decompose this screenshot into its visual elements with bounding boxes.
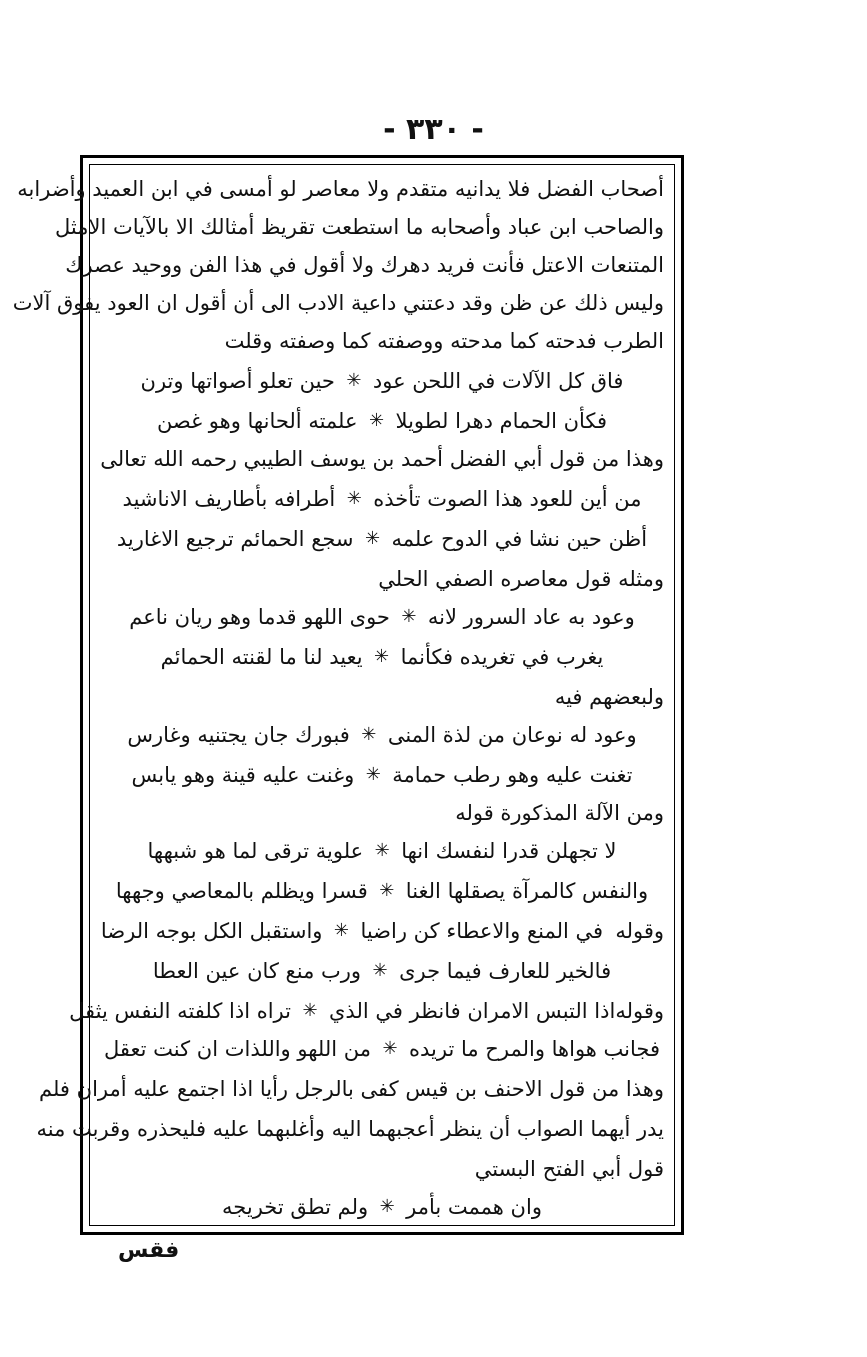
verse-first-hemistich: فجانب هواها والمرح ما تريده bbox=[409, 1037, 660, 1061]
verse-second-hemistich: ورب منع كان عين العطا bbox=[152, 959, 362, 983]
verse-second-hemistich: تراه اذا كلفته النفس يثقل bbox=[69, 999, 291, 1023]
verse-separator-icon: ✳ bbox=[374, 646, 390, 667]
verse-separator-icon: ✳ bbox=[364, 528, 381, 549]
heading-line: ولبعضهم فيه bbox=[554, 685, 664, 709]
verse-body bbox=[100, 911, 604, 951]
verse-first-hemistich: في المنع والاعطاء كن راضيا bbox=[360, 919, 604, 943]
verse-separator-icon: ✳ bbox=[379, 1196, 395, 1217]
labeled-verse-line bbox=[69, 991, 664, 1031]
heading-line: ومثله قول معاصره الصفي الحلي bbox=[378, 567, 664, 591]
prose-line: أصحاب الفضل فلا يدانيه متقدم ولا معاصر لو أمسى في ابن العميد وأضرابه bbox=[17, 177, 664, 201]
verse-separator-icon: ✳ bbox=[346, 488, 362, 509]
verse-second-hemistich: وغنت عليه قينة وهو يابس bbox=[131, 763, 355, 787]
verse-separator-icon: ✳ bbox=[302, 1000, 318, 1021]
verse-separator-icon: ✳ bbox=[365, 764, 381, 785]
verse-first-hemistich: فكأن الحمام دهرا لطويلا bbox=[395, 409, 608, 433]
catchword: فقس bbox=[118, 1238, 180, 1263]
verse-first-hemistich: أظن حين نشا في الدوح علمه bbox=[391, 527, 648, 551]
verse-second-hemistich: قسرا ويظلم بالمعاصي وجهها bbox=[115, 879, 368, 903]
verse-line bbox=[100, 401, 664, 441]
verse-second-hemistich: فبورك جان يجتنيه وغارس bbox=[127, 723, 350, 747]
page-number: - ٣٣٠ - bbox=[383, 112, 484, 147]
heading-line: ومن الآلة المذكورة قوله bbox=[455, 801, 664, 825]
labeled-verse-line bbox=[100, 911, 664, 951]
verse-line bbox=[100, 831, 664, 871]
prose-line: والصاحب ابن عباد وأصحابه ما استطعت تقريظ أمثالك الا بالآيات الامثل bbox=[55, 215, 664, 239]
prose-line: المتنعات الاعتل فأنت فريد دهرك ولا أقول في هذا الفن ووحيد عصرك bbox=[65, 253, 664, 277]
verse-line bbox=[100, 1029, 664, 1069]
prose-line: يدر أيهما الصواب أن ينظر أعجبهما اليه وأغلبهما عليه فليحذره وقربت منه bbox=[36, 1117, 664, 1141]
verse-line bbox=[100, 715, 664, 755]
verse-second-hemistich: واستقبل الكل بوجه الرضا bbox=[100, 919, 323, 943]
verse-line bbox=[100, 597, 664, 637]
verse-first-hemistich: والنفس كالمرآة يصقلها الغنا bbox=[405, 879, 649, 903]
verse-separator-icon: ✳ bbox=[379, 880, 395, 901]
verse-first-hemistich: وعود له نوعان من لذة المنى bbox=[387, 723, 637, 747]
verse-second-hemistich: علوية ترقى لما هو شبهها bbox=[147, 839, 364, 863]
verse-body bbox=[69, 991, 615, 1031]
verse-first-hemistich: اذا التبس الامران فانظر في الذي bbox=[329, 999, 616, 1023]
verse-separator-icon: ✳ bbox=[401, 606, 417, 627]
verse-second-hemistich: سجع الحمائم ترجيع الاغاريد bbox=[116, 527, 354, 551]
verse-second-hemistich: علمته ألحانها وهو غصن bbox=[156, 409, 358, 433]
verse-separator-icon: ✳ bbox=[369, 410, 385, 431]
verse-line bbox=[100, 1187, 664, 1227]
verse-second-hemistich: ولم تطق تخريجه bbox=[222, 1195, 369, 1219]
verse-first-hemistich: فاق كل الآلات في اللحن عود bbox=[372, 369, 624, 393]
verse-second-hemistich: أطرافه بأطاريف الاناشيد bbox=[122, 487, 336, 511]
verse-first-hemistich: فالخير للعارف فيما جرى bbox=[399, 959, 612, 983]
verse-line bbox=[100, 479, 664, 519]
verse-first-hemistich: تغنت عليه وهو رطب حمامة bbox=[392, 763, 633, 787]
prose-line: وهذا من قول الاحنف بن قيس كفى بالرجل رأيا اذا اجتمع عليه أمران فلم bbox=[39, 1077, 664, 1101]
verse-second-hemistich: حين تعلو أصواتها وترن bbox=[140, 369, 335, 393]
verse-separator-icon: ✳ bbox=[382, 1038, 398, 1059]
verse-separator-icon: ✳ bbox=[346, 370, 362, 391]
verse-first-hemistich: لا تجهلن قدرا لنفسك انها bbox=[401, 839, 617, 863]
text-frame bbox=[12, 155, 684, 1235]
verse-separator-icon: ✳ bbox=[374, 840, 390, 861]
heading-line: قول أبي الفتح البستي bbox=[474, 1157, 664, 1181]
heading-line: الطرب فدحته كما مدحته ووصفته كما وصفته وقلت bbox=[224, 329, 664, 353]
text-body bbox=[12, 164, 675, 1226]
heading-line: وهذا من قول أبي الفضل أحمد بن يوسف الطيبي رحمه الله تعالى bbox=[100, 447, 664, 471]
verse-second-hemistich: حوى اللهو قدما وهو ريان ناعم bbox=[129, 605, 390, 629]
verse-first-hemistich: من أين للعود هذا الصوت تأخذه bbox=[373, 487, 642, 511]
verse-label: وقوله bbox=[615, 999, 664, 1023]
verse-label: وقوله bbox=[615, 919, 664, 943]
verse-line bbox=[100, 871, 664, 911]
prose-line: وليس ذلك عن ظن وقد دعتني داعية الادب الى أن أقول ان العود يفوق آلات bbox=[12, 291, 664, 315]
verse-first-hemistich: وعود به عاد السرور لانه bbox=[427, 605, 635, 629]
verse-line bbox=[100, 361, 664, 401]
verse-first-hemistich: وان هممت بأمر bbox=[406, 1195, 542, 1219]
verse-separator-icon: ✳ bbox=[333, 920, 349, 941]
verse-separator-icon: ✳ bbox=[361, 724, 377, 745]
verse-line bbox=[100, 637, 664, 677]
verse-second-hemistich: من اللهو واللذات ان كنت تعقل bbox=[104, 1037, 371, 1061]
verse-line bbox=[100, 519, 664, 559]
verse-first-hemistich: يغرب في تغريده فكأنما bbox=[400, 645, 604, 669]
verse-separator-icon: ✳ bbox=[372, 960, 388, 981]
verse-line bbox=[100, 951, 664, 991]
verse-second-hemistich: يعيد لنا ما لقنته الحمائم bbox=[160, 645, 363, 669]
verse-line bbox=[100, 755, 664, 795]
